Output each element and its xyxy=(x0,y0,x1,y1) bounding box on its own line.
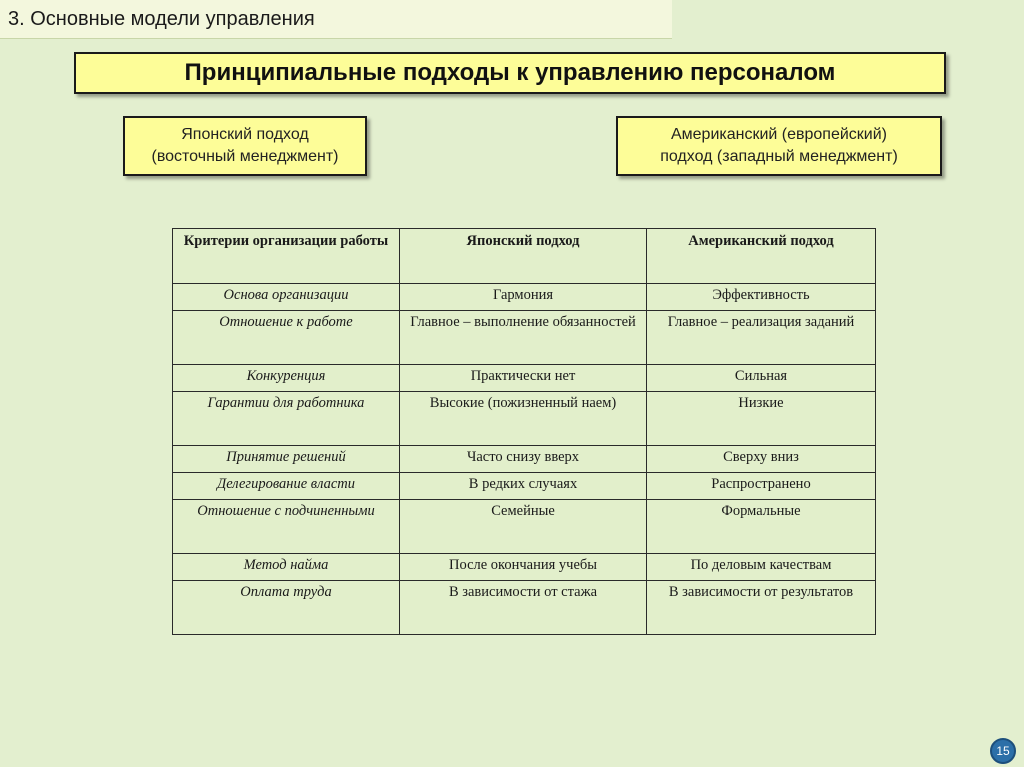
criteria-cell: Основа организации xyxy=(173,284,400,311)
american-cell: Эффективность xyxy=(647,284,876,311)
criteria-cell: Делегирование власти xyxy=(173,473,400,500)
american-approach-box xyxy=(616,116,942,176)
table-row xyxy=(173,500,876,554)
japanese-cell: Высокие (пожизненный наем) xyxy=(400,392,647,446)
japanese-cell: Практически нет xyxy=(400,365,647,392)
american-approach-line1: Американский (европейский) xyxy=(670,126,888,143)
criteria-cell: Отношение с подчиненными xyxy=(173,500,400,554)
table-row xyxy=(173,311,876,365)
japanese-cell: После окончания учебы xyxy=(400,554,647,581)
header-criteria: Критерии организации работы xyxy=(173,229,400,284)
criteria-cell: Принятие решений xyxy=(173,446,400,473)
japanese-cell: Семейные xyxy=(400,500,647,554)
japanese-cell: Часто снизу вверх xyxy=(400,446,647,473)
japanese-approach-line1: Японский подход xyxy=(181,126,309,143)
american-cell: Формальные xyxy=(647,500,876,554)
american-cell: Низкие xyxy=(647,392,876,446)
japanese-cell: Гармония xyxy=(400,284,647,311)
table-row xyxy=(173,554,876,581)
table-row xyxy=(173,473,876,500)
section-title: 3. Основные модели управления xyxy=(8,8,315,30)
slide-header xyxy=(0,0,672,39)
american-approach-line2: подход (западный менеджмент) xyxy=(660,148,898,165)
japanese-approach-box xyxy=(123,116,367,176)
american-cell: Распространено xyxy=(647,473,876,500)
page-number-badge: 15 xyxy=(990,738,1016,764)
japanese-cell: В зависимости от стажа xyxy=(400,581,647,635)
criteria-cell: Метод найма xyxy=(173,554,400,581)
comparison-table xyxy=(172,228,876,635)
table-row xyxy=(173,284,876,311)
american-cell: Главное – реализация заданий xyxy=(647,311,876,365)
header-japanese: Японский подход xyxy=(400,229,647,284)
table-row xyxy=(173,581,876,635)
american-cell: По деловым качествам xyxy=(647,554,876,581)
criteria-cell: Отношение к работе xyxy=(173,311,400,365)
table-header-row xyxy=(173,229,876,284)
japanese-cell: В редких случаях xyxy=(400,473,647,500)
criteria-cell: Гарантии для работника xyxy=(173,392,400,446)
american-cell: В зависимости от результатов xyxy=(647,581,876,635)
criteria-cell: Конкуренция xyxy=(173,365,400,392)
american-cell: Сильная xyxy=(647,365,876,392)
header-american: Американский подход xyxy=(647,229,876,284)
main-title: Принципиальные подходы к управлению персоналом xyxy=(74,52,946,94)
criteria-cell: Оплата труда xyxy=(173,581,400,635)
japanese-approach-line2: (восточный менеджмент) xyxy=(151,148,339,165)
table-row xyxy=(173,392,876,446)
japanese-cell: Главное – выполнение обязанностей xyxy=(400,311,647,365)
table-row xyxy=(173,365,876,392)
american-cell: Сверху вниз xyxy=(647,446,876,473)
table-row xyxy=(173,446,876,473)
